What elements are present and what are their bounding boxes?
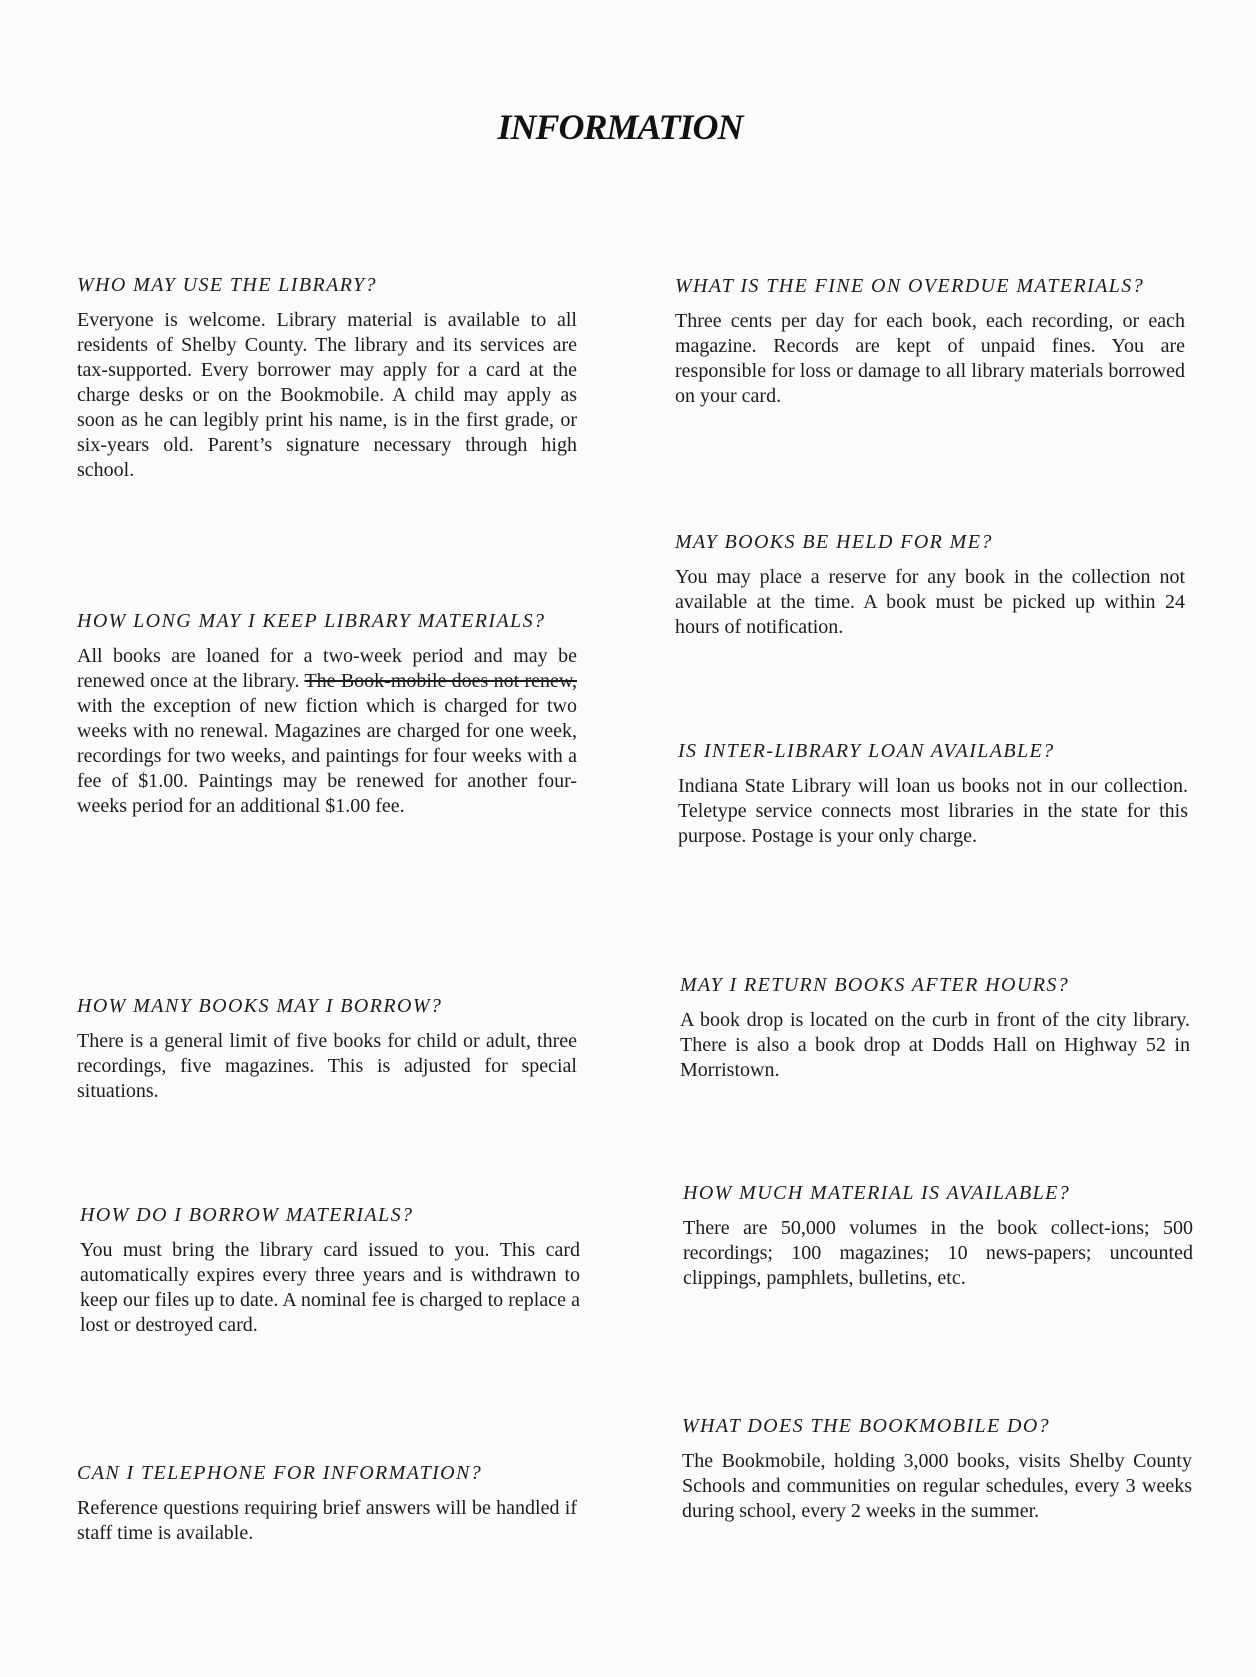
- faq-how-borrow: [80, 1203, 580, 1338]
- faq-held-for-me: [675, 530, 1185, 640]
- faq-who-may-use: [77, 273, 577, 483]
- page-title: INFORMATION: [497, 107, 743, 147]
- faq-answer: The Bookmobile, holding 3,000 books, visits Shelby County Schools and communities on regular schedules, every 3 weeks during school, every 2 weeks in the summer.: [682, 1450, 1192, 1522]
- faq-answer: [77, 644, 577, 819]
- faq-fine-overdue: [675, 274, 1185, 409]
- faq-question: HOW LONG MAY I KEEP LIBRARY MATERIALS?: [77, 610, 546, 632]
- faq-question: HOW DO I BORROW MATERIALS?: [80, 1204, 414, 1226]
- faq-question: WHO MAY USE THE LIBRARY?: [77, 274, 377, 296]
- faq-how-many: [77, 994, 577, 1104]
- faq-question: MAY I RETURN BOOKS AFTER HOURS?: [680, 974, 1070, 996]
- faq-answer: Indiana State Library will loan us books not in our collection. Teletype service connects most libraries in the state for this purpose. Postage is your only charge.: [678, 775, 1188, 847]
- faq-answer: There is a general limit of five books for child or adult, three recordings, five magazines. This is adjusted for special situations.: [77, 1030, 577, 1102]
- faq-question: HOW MUCH MATERIAL IS AVAILABLE?: [683, 1182, 1071, 1204]
- faq-answer-text: All books are loaned for a two-week period and may be renewed once at the library.: [77, 645, 577, 692]
- faq-answer: Three cents per day for each book, each recording, or each magazine. Records are kept of unpaid fines. You are responsible for loss or damage to all library materials borrowed on your card.: [675, 310, 1185, 407]
- faq-answer-text: with the exception of new fiction which is charged for two weeks with no renewal. Magazines are charged for one week, recordings for two weeks, and paintings for four weeks with a fee of $1.00. Paintings may be renewed for another four-weeks period for an additional $1.00 fee.: [77, 695, 577, 817]
- faq-answer: A book drop is located on the curb in front of the city library. There is also a book drop at Dodds Hall on Highway 52 in Morristown.: [680, 1009, 1190, 1081]
- faq-telephone: [77, 1461, 577, 1546]
- faq-after-hours: [680, 973, 1190, 1083]
- faq-question: WHAT IS THE FINE ON OVERDUE MATERIALS?: [675, 275, 1145, 297]
- faq-inter-library-loan: [678, 739, 1188, 849]
- faq-answer: Reference questions requiring brief answers will be handled if staff time is available.: [77, 1497, 577, 1544]
- faq-material-available: [683, 1181, 1193, 1291]
- faq-answer: You must bring the library card issued to you. This card automatically expires every three years and is withdrawn to keep our files up to date. A nominal fee is charged to replace a lost or destroyed card.: [80, 1239, 580, 1336]
- faq-question: IS INTER-LIBRARY LOAN AVAILABLE?: [678, 740, 1055, 762]
- faq-answer: Everyone is welcome. Library material is available to all residents of Shelby County. The library and its services are tax-supported. Every borrower may apply for a card at the charge desks or on the Bookmobile. A child may apply as soon as he can legibly print his name, is in the first grade, or six-years old. Parent’s signature necessary through high school.: [77, 309, 577, 481]
- faq-answer: You may place a reserve for any book in the collection not available at the time. A book must be picked up within 24 hours of notification.: [675, 566, 1185, 638]
- faq-question: HOW MANY BOOKS MAY I BORROW?: [77, 995, 443, 1017]
- faq-question: CAN I TELEPHONE FOR INFORMATION?: [77, 1462, 483, 1484]
- faq-answer: There are 50,000 volumes in the book collect-ions; 500 recordings; 100 magazines; 10 news-papers; uncounted clippings, pamphlets, bulletins, etc.: [683, 1217, 1193, 1289]
- faq-bookmobile: [682, 1414, 1192, 1524]
- faq-how-long: [77, 609, 577, 819]
- faq-question: MAY BOOKS BE HELD FOR ME?: [675, 531, 993, 553]
- faq-question: WHAT DOES THE BOOKMOBILE DO?: [682, 1415, 1051, 1437]
- struck-text: The Book-mobile does not renew,: [304, 670, 578, 692]
